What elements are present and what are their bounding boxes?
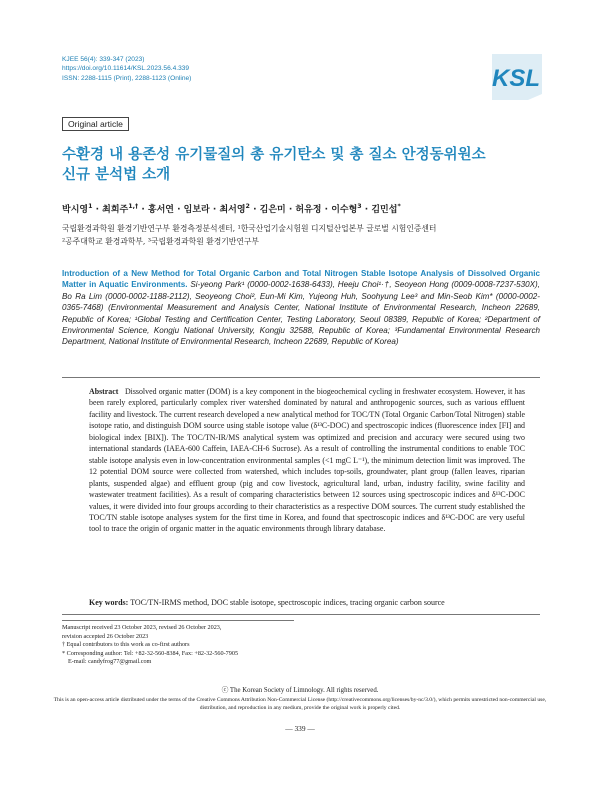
- journal-header: [62, 55, 191, 83]
- english-title: Introduction of a New Method for Total Organic Carbon and Total Nitrogen Stable Isotope Analysis of Dissolved Organic Matter in Aquatic Environments.: [62, 269, 540, 290]
- author: 최희주: [102, 205, 129, 215]
- author: 이수형: [331, 205, 358, 215]
- english-authors: Si-yeong Park¹ (0000-0002-1638-6433), Heeju Choi¹·†, Seoyeon Hong (0009-0008-7237-530X), Bo Ra Lim (0000-0002-1188-2112), Seoyeong Choi², Eun-Mi Kim, Yujeong Huh, Soohyung Lee³ and Min-Seob Kim* (0000-0002-0365-7468): [62, 280, 540, 313]
- page-number: — 339 —: [285, 724, 315, 733]
- author: 김민섭: [371, 205, 398, 215]
- english-title-block: [62, 268, 540, 348]
- keywords-label: Key words:: [89, 598, 129, 607]
- author: 박시영: [62, 205, 89, 215]
- english-affiliation: (Environmental Measurement and Analysis Center, National Institute of Environmental Research, Incheon 22689, Republic of Korea; ¹Global Testing and Certification Center, Testing Laboratory, Seoul 08389, Republic of Korea; ²Department of Environmental Science, Kongju National University, Kongju 32588, Republic of Korea; ³Fundamental Environmental Research Department, National Institute of Environmental Research, Incheon 22689, Republic of Korea): [62, 303, 541, 347]
- email-note: E-mail: candyfrog77@gmail.com: [68, 658, 152, 666]
- copyright: ⓒ The Korean Society of Limnology. All rights reserved.: [221, 687, 379, 694]
- received-note: Manuscript received 23 October 2023, revised 26 October 2023,: [62, 624, 222, 631]
- abstract: [89, 386, 525, 535]
- abstract-label: Abstract: [89, 387, 119, 396]
- affiliation-line: 국립환경과학원 환경기반연구부 환경측정분석센터, ¹한국산업기술시험원 디지털산업본부 글로벌 시험인증센터: [62, 224, 437, 233]
- korean-affiliations: [62, 222, 436, 248]
- article-type-badge: Original article: [62, 117, 129, 131]
- logo-text: KSL: [492, 65, 540, 92]
- divider: [62, 377, 540, 378]
- author: 최서영: [219, 205, 246, 215]
- korean-title-line1: 수환경 내 용존성 유기물질의 총 유기탄소 및 총 질소 안정동위원소: [62, 147, 486, 163]
- footnotes: [62, 624, 238, 667]
- keywords: [89, 598, 535, 607]
- divider: [62, 614, 540, 615]
- footnote-divider: [62, 620, 294, 621]
- license: This is an open-access article distributed under the terms of the Creative Commons Attribution Non-Commercial License (http://creativecommons.org/licenses/by-nc/3.0/), which permits unrestricted non-commercial use, distribution, and reproduction in any medium, provide the original work is properly cited.: [53, 697, 547, 711]
- ksl-logo: [488, 50, 544, 102]
- korean-title: [62, 145, 486, 185]
- corresponding-note: * Corresponding author: Tel: +82-32-560-8384, Fax: +82-32-560-7905: [62, 649, 239, 657]
- author: 홍서연: [147, 205, 174, 215]
- doi-link[interactable]: https://doi.org/10.11614/KSL.2023.56.4.339: [62, 65, 190, 73]
- abstract-text: Dissolved organic matter (DOM) is a key component in the biogeochemical cycling in freshwater ecosystem. However, it has been rarely explored, particularly complex river watershed dominated by natural and anthropogenic sources, such as various effluent facility and livestock. The current research developed a new analytical method for TOC/TN (Total Organic Carbon/Total Nitrogen) stable isotope ratio, and distinguish DOM source using stable isotope value (δ¹³C-DOC) and spectroscopic indices (fluorescence index [FI] and biological index [BIX]). The TOC/TN-IR/MS analytical system was optimized and precision and accuracy were secured using two international standards (IAEA-600 Caffein, IAEA-CH-6 Sucrose). As a result of controlling the instrumental conditions to enable TOC stable isotope analysis even in low-concentration environmental samples (<1 mgC L⁻¹), the minimum detection limit was improved. The 12 potential DOM source were collected from watershed, which includes top-soils, groundwater, plant group (fallen leaves, riparian plants, suspended algae) and effluent group (pig and cow livestock, agricultural land, urban, industry facility, swine facility and wastewater treatment facilities). As a result of comparing characteristics between 12 sources using spectroscopic indices and δ¹³C-DOC values, it were divided into four groups according to their characteristics as a respective DOM sources. The current study established the TOC/TN stable isotope analyses system for the first time in Korea, and found that spectroscopic indices and δ¹³C-DOC are very useful tool to trace the origin of organic matter in the aquatic environments through library database.: [89, 387, 525, 534]
- author: 임보라: [183, 205, 210, 215]
- korean-title-line2: 신규 분석법 소개: [62, 167, 171, 183]
- author: 김은미: [259, 205, 286, 215]
- issn: ISSN: 2288-1115 (Print), 2288-1123 (Online): [62, 74, 192, 82]
- citation: KJEE 56(4): 339-347 (2023): [62, 56, 145, 63]
- affiliation-line: ²공주대학교 환경과학부, ³국립환경과학원 환경기반연구부: [62, 237, 259, 246]
- equal-contrib-note: † Equal contributors to this work as co-first authors: [62, 641, 190, 649]
- author: 허유정: [295, 205, 322, 215]
- accepted-note: revision accepted 26 October 2023: [62, 632, 149, 640]
- keywords-text: TOC/TN-IRMS method, DOC stable isotope, spectroscopic indices, tracing organic carbon source: [130, 598, 445, 607]
- korean-authors: 박시영$^1$ · 최희주$^{1,\dagger}$ · 홍서연 · 임보라 · 최서영$^2$ · 김은미 · 허유정 · 이수형$^3$ · 김민섭*: [62, 203, 401, 215]
